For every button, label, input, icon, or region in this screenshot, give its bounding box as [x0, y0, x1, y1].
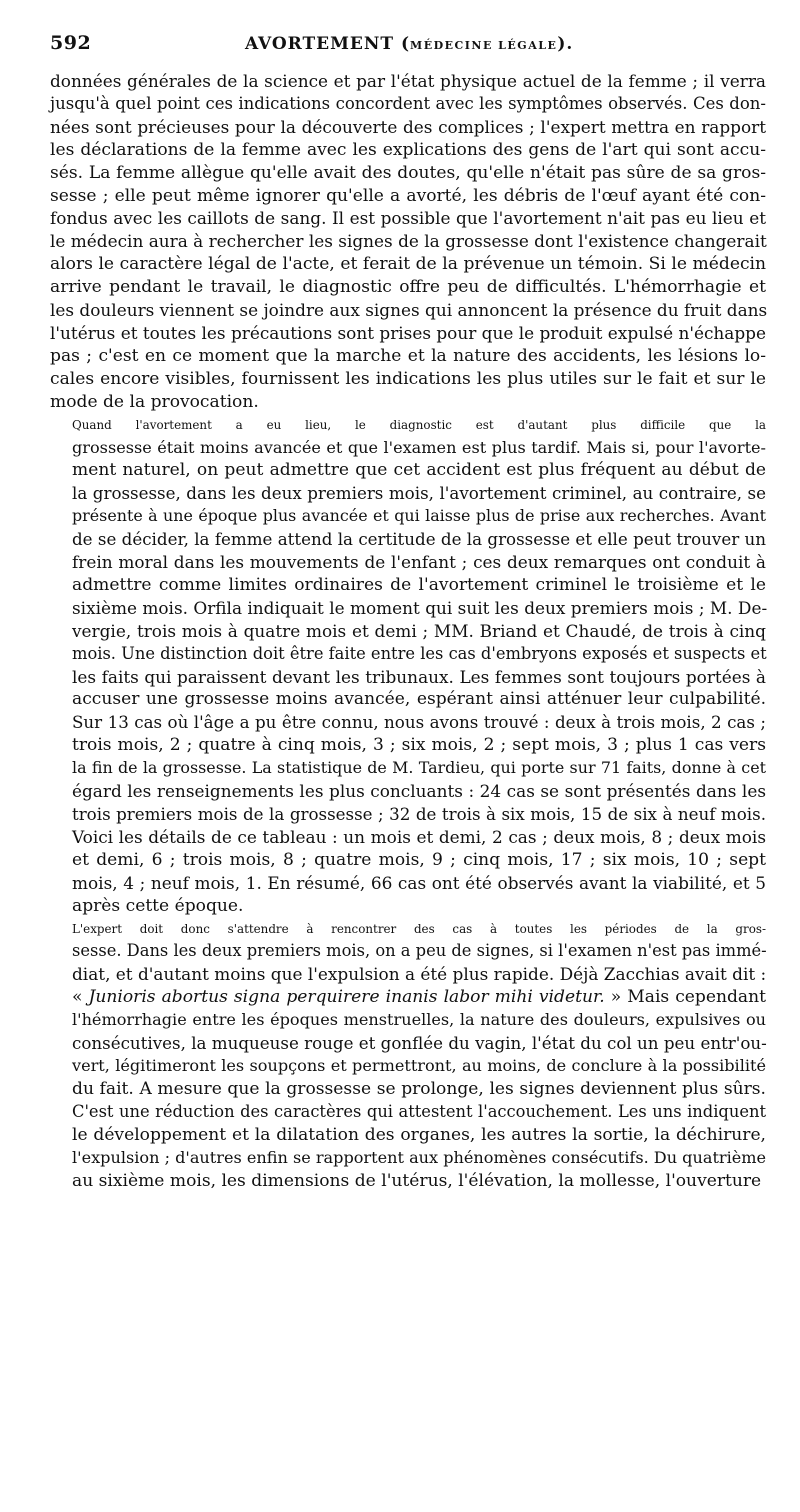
text-line: l'hémorrhagie entre les époques menstruelles, la nature des douleurs, expulsives ou	[72, 1010, 766, 1030]
text-line: présente à une époque plus avancée et qui laisse plus de prise aux recherches. Avant	[72, 506, 766, 526]
text-line: cales encore visibles, fournissent les indications les plus utiles sur le fait et sur le	[50, 368, 766, 389]
running-head-paren-open: (	[400, 34, 411, 54]
text-line: mode de la provocation.	[50, 391, 259, 412]
text-line: nées sont précieuses pour la découverte des complices ; l'expert mettra en rapport	[50, 116, 766, 137]
running-head	[245, 34, 573, 54]
page-header	[50, 30, 766, 70]
paragraph	[50, 70, 766, 414]
text-line: égard les renseignements les plus concluants : 24 cas se sont présentés dans les	[72, 781, 766, 802]
paragraph	[50, 414, 766, 918]
page-number: 592	[50, 32, 92, 54]
text-line: trois premiers mois de la grossesse ; 32 de trois à six mois, 15 de six à neuf mois.	[72, 804, 766, 824]
book-page	[50, 30, 766, 1192]
text-line: le développement et la dilatation des organes, les autres la sortie, la déchirure,	[72, 1124, 766, 1145]
text-line: mois. Une distinction doit être faite entre les cas d'embryons exposés et suspects et	[72, 643, 767, 663]
text-line: vert, légitimeront les soupçons et permettront, au moins, de conclure à la possibilité	[72, 1055, 766, 1075]
text-line: pas ; c'est en ce moment que la marche et la nature des accidents, les lésions lo-	[50, 345, 766, 366]
text-line: admettre comme limites ordinaires de l'avortement criminel le troisième et le	[72, 574, 766, 595]
text-line: de se décider, la femme attend la certitude de la grossesse et elle peut trouver un	[72, 529, 766, 550]
text-line: Voici les détails de ce tableau : un mois et demi, 2 cas ; deux mois, 8 ; deux mois	[72, 826, 766, 847]
text-line: consécutives, la muqueuse rouge et gonflée du vagin, l'état du col un peu entr'ou-	[72, 1033, 767, 1054]
text-line: C'est une réduction des caractères qui attestent l'accouchement. Les uns indiquent	[72, 1101, 766, 1121]
text-line: alors le caractère légal de l'acte, et ferait de la prévenue un témoin. Si le médecin	[50, 254, 766, 275]
text-line: arrive pendant le travail, le diagnostic offre peu de difficultés. L'hémorrhagie et	[50, 277, 766, 298]
text-line: mois, 4 ; neuf mois, 1. En résumé, 66 cas ont été observés avant la viabilité, et 5	[72, 872, 766, 893]
text-line: accuser une grossesse moins avancée, espérant ainsi atténuer leur culpabilité.	[72, 689, 766, 710]
text-line: la fin de la grossesse. La statistique de M. Tardieu, qui porte sur 71 faits, donne à cet	[72, 758, 766, 778]
text-line: sés. La femme allègue qu'elle avait des doutes, qu'elle n'était pas sûre de sa gros-	[50, 162, 766, 183]
text-line: L'expert doit donc s'attendre à rencontrer des cas à toutes les périodes de la gros-	[72, 921, 766, 936]
text-line: après cette époque.	[72, 895, 244, 916]
text-line: frein moral dans les mouvements de l'enfant ; ces deux remarques ont conduit à	[72, 552, 766, 573]
text-line: Sur 13 cas où l'âge a pu être connu, nous avons trouvé : deux à trois mois, 2 cas ;	[72, 712, 766, 733]
text-line: sesse. Dans les deux premiers mois, on a peu de signes, si l'examen n'est pas immé-	[72, 941, 767, 961]
text-line: Quand l'avortement a eu lieu, le diagnostic est d'autant plus difficile que la	[72, 417, 766, 432]
text-line: grossesse était moins avancée et que l'examen est plus tardif. Mais si, pour l'avorte-	[72, 437, 766, 457]
text-line: sixième mois. Orfila indiquait le moment qui suit les deux premiers mois ; M. De-	[72, 597, 768, 618]
text-line: la grossesse, dans les deux premiers mois, l'avortement criminel, au contraire, se	[72, 483, 766, 504]
text-line: l'expulsion ; d'autres enfin se rapportent aux phénomènes consécutifs. Du quatrième	[72, 1147, 767, 1167]
text-line: données générales de la science et par l'état physique actuel de la femme ; il verra	[50, 71, 766, 91]
paragraph	[50, 918, 766, 1193]
text-line: « Junioris abortus signa perquirere inanis labor mihi videtur. » Mais cependant	[72, 987, 766, 1008]
running-head-paren-close: ).	[557, 34, 574, 54]
text-line: fondus avec les caillots de sang. Il est possible que l'avortement n'ait pas eu lieu et	[50, 208, 766, 229]
text-line: du fait. A mesure que la grossesse se prolonge, les signes deviennent plus sûrs.	[72, 1078, 766, 1099]
running-head-title: AVORTEMENT	[245, 34, 395, 54]
text-line: jusqu'à quel point ces indications concordent avec les symptômes observés. Ces don-	[50, 93, 766, 113]
text-line: sesse ; elle peut même ignorer qu'elle a avorté, les débris de l'œuf ayant été con-	[50, 185, 766, 206]
running-head-subtitle: MÉDECINE LÉGALE	[410, 39, 558, 52]
text-line: les faits qui paraissent devant les tribunaux. Les femmes sont toujours portées à	[72, 666, 766, 687]
text-line: vergie, trois mois à quatre mois et demi ; MM. Briand et Chaudé, de trois à cinq	[72, 620, 766, 641]
text-line: et demi, 6 ; trois mois, 8 ; quatre mois, 9 ; cinq mois, 17 ; six mois, 10 ; sept	[72, 849, 766, 870]
text-line: les douleurs viennent se joindre aux signes qui annoncent la présence du fruit dans	[50, 300, 768, 321]
text-line: les déclarations de la femme avec les explications des gens de l'art qui sont accu-	[50, 139, 766, 160]
text-line: le médecin aura à rechercher les signes de la grossesse dont l'existence changerait	[50, 231, 767, 252]
text-line: trois mois, 2 ; quatre à cinq mois, 3 ; six mois, 2 ; sept mois, 3 ; plus 1 cas vers	[72, 735, 766, 756]
text-line: l'utérus et toutes les précautions sont prises pour que le produit expulsé n'échappe	[50, 322, 766, 343]
text-line: diat, et d'autant moins que l'expulsion a été plus rapide. Déjà Zacchias avait dit :	[72, 964, 767, 985]
body-text	[50, 70, 766, 1192]
text-line: au sixième mois, les dimensions de l'utérus, l'élévation, la mollesse, l'ouverture	[72, 1170, 762, 1191]
text-line: ment naturel, on peut admettre que cet accident est plus fréquent au début de	[72, 460, 766, 481]
